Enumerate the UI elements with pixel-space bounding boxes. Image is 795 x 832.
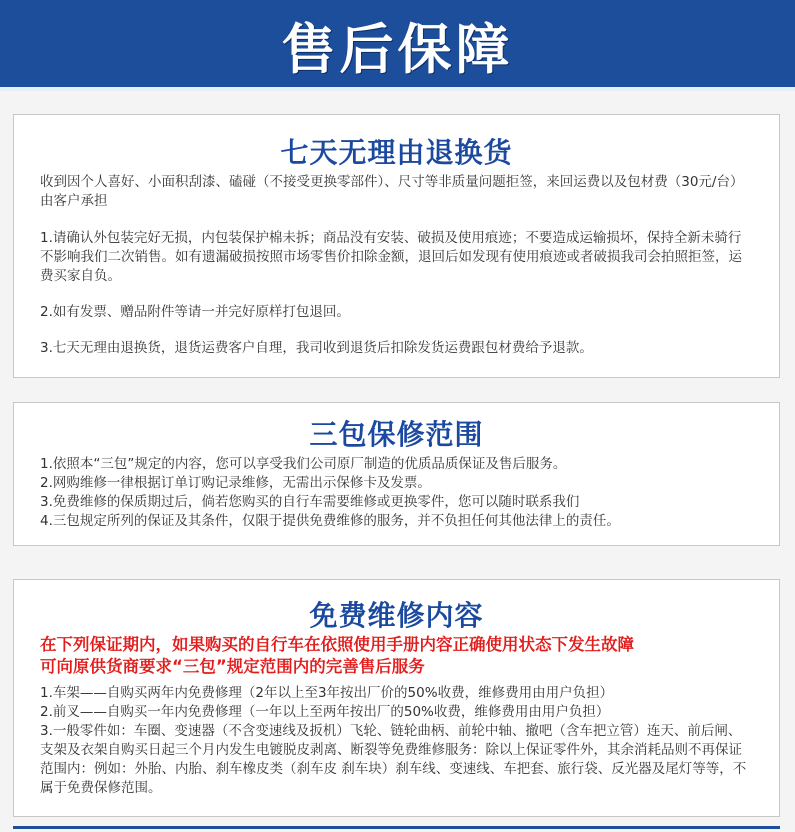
header-stripe xyxy=(0,87,795,91)
return-policy-item: 3.七天无理由退换货，退货运费客户自理，我司收到退货后扣除发货运费跟包材费给予退款。 xyxy=(40,340,593,356)
return-policy-item: 1.请确认外包装完好无损，内包装保护棉未拆；商品没有安装、破损及使用痕迹；不要造成运输损坏，保持全新未骑行不影响我们二次销售。如有遗漏破损按照市场零售价扣除金额，退回后如发现有使用痕迹或者破损我司会拍照拒签，运费买家自负。 xyxy=(40,230,742,284)
free-repair-item: 2.前叉——自购买一年内免费修理（一年以上至两年按出厂的50%收费，维修费用由用户负担） xyxy=(40,704,610,720)
free-repair-item: 3.一般零件如：车圈、变速器（不含变速线及扳机）飞轮、链轮曲柄、前轮中轴、撤吧（含车把立管）连天、前后闸、支架及衣架自购买日起三个月内发生电镀脱皮剥离、断裂等免费维修服务：除以上保证零件外，其余消耗品则不再保证范围内：例如：外胎、内胎、刹车橡皮类（刹车皮 刹车块）刹车线、变速线、车把套、旅行袋、反光器及尾灯等等，不属于免费保修范围。 xyxy=(40,723,747,796)
warranty-scope-title: 三包保修范围 xyxy=(309,418,484,451)
return-policy-card xyxy=(13,114,780,378)
free-repair-notice: 在下列保证期内，如果购买的自行车在依照使用手册内容正确使用状态下发生故障 xyxy=(40,635,634,654)
return-policy-intro: 收到因个人喜好、小面积刮漆、磕碰（不接受更换零部件）、尺寸等非质量问题拒签，来回运费以及包材费（30元/台）由客户承担 xyxy=(40,174,744,209)
return-policy-title: 七天无理由退换货 xyxy=(280,136,513,169)
return-policy-item: 2.如有发票、赠品附件等请一并完好原样打包退回。 xyxy=(40,304,350,320)
warranty-scope-item: 3.免费维修的保质期过后，倘若您购买的自行车需要维修或更换零件，您可以随时联系我们 xyxy=(40,494,580,510)
warranty-scope-item: 1.依照本“三包”规定的内容，您可以享受我们公司原厂制造的优质品质保证及售后服务。 xyxy=(40,456,567,472)
warranty-scope-item: 4.三包规定所列的保证及其条件，仅限于提供免费维修的服务，并不负担任何其他法律上的责任。 xyxy=(40,513,620,529)
header-banner xyxy=(0,0,795,91)
page-title: 售后保障 xyxy=(281,18,514,81)
free-repair-card xyxy=(13,579,780,817)
warranty-scope-card xyxy=(13,402,780,546)
free-repair-item: 1.车架——自购买两年内免费修理（2年以上至3年按出厂价的50%收费，维修费用由用户负担） xyxy=(40,685,614,701)
warranty-scope-item: 2.网购维修一律根据订单订购记录维修，无需出示保修卡及发票。 xyxy=(40,475,431,491)
free-repair-notice: 可向原供货商要求“三包”规定范围内的完善售后服务 xyxy=(40,657,425,676)
free-repair-title: 免费维修内容 xyxy=(309,599,484,632)
bottom-divider xyxy=(13,826,780,829)
